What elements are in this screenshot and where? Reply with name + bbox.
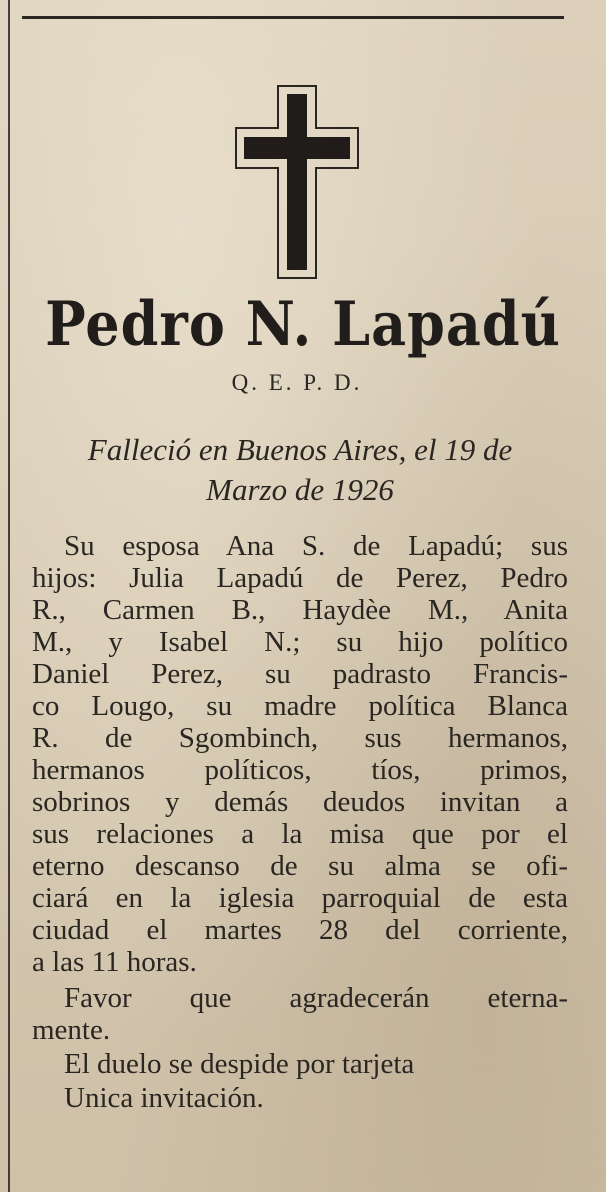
body-line: sus relaciones a la misa que por el (32, 818, 568, 850)
closing-line: mente. (32, 1014, 111, 1046)
deceased-name: Pedro N. Lapadú (45, 288, 561, 360)
cross-icon (234, 84, 360, 280)
body-line: hijos: Julia Lapadú de Perez, Pedro (32, 562, 568, 594)
closing-line: Favor que agradecerán eterna- (64, 982, 568, 1014)
body-line: eterno descanso de su alma se ofi- (32, 850, 568, 882)
body-line: R. de Sgombinch, sus hermanos, (32, 722, 568, 754)
left-column-rule (8, 0, 10, 1192)
body-line: a las 11 horas. (32, 946, 197, 978)
body-line: Daniel Perez, su padrasto Francis- (32, 658, 568, 690)
body-line: Su esposa Ana S. de Lapadú; sus (64, 530, 568, 562)
body-line: R., Carmen B., Haydèe M., Anita (32, 594, 568, 626)
qepd-abbreviation: Q. E. P. D. (231, 370, 363, 395)
body-line: M., y Isabel N.; su hijo político (32, 626, 568, 658)
top-divider-rule (22, 16, 564, 19)
closing-line: Unica invitación. (64, 1082, 264, 1114)
body-line: hermanos políticos, tíos, primos, (32, 754, 568, 786)
closing-line: El duelo se despide por tarjeta (64, 1048, 415, 1080)
body-line: ciará en la iglesia parroquial de esta (32, 882, 568, 914)
body-line: ciudad el martes 28 del corriente, (32, 914, 568, 946)
body-line: co Lougo, su madre política Blanca (32, 690, 568, 722)
body-line: sobrinos y demás deudos invitan a (32, 786, 568, 818)
death-place-date-line-2: Marzo de 1926 (206, 472, 394, 507)
death-place-date-line-1: Falleció en Buenos Aires, el 19 de (87, 432, 513, 467)
